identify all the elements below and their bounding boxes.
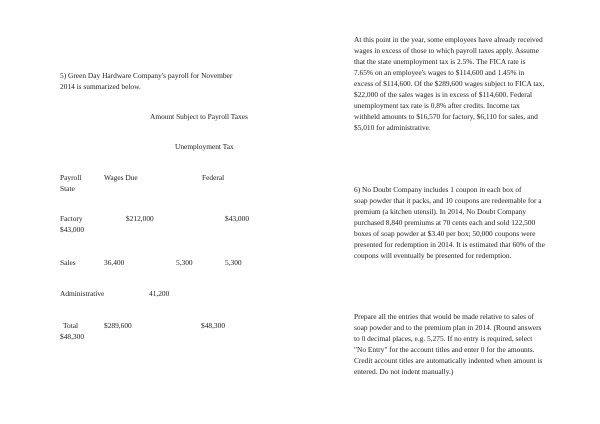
row-state: $43,000 [60,225,85,234]
header-wages-due: Wages Due [104,173,138,182]
text-line: At this point in the year, some employees have already received [354,35,543,44]
row-wages-due: 36,400 [104,258,125,267]
text-line: $22,000 of the sales wages is in excess of $114,600. Federal [354,90,533,99]
row-fica: 5,300 [176,258,193,267]
row-label: Sales [60,258,76,267]
table-subtitle-line1: Amount Subject to Payroll Taxes [150,112,248,121]
problem5-intro-line2: 2014 is summarized below. [60,82,141,91]
problem5-intro-line1: 5) Green Day Hardware Company's payroll for November [60,71,233,80]
text-line: 6) No Doubt Company includes 1 coupon in each box of [354,185,522,194]
row-wages-due: 41,200 [149,289,170,298]
text-line: "No Entry" for the account titles and enter 0 for the amounts. [354,345,535,354]
text-line: to 0 decimal places, e.g. 5,275. If no entry is required, select [354,334,533,343]
row-fica: $43,000 [225,214,250,223]
text-line: unemployment tax rate is 0.8% after credits. Income tax [354,101,520,110]
text-line: coupons will eventually be presented for redemption. [354,251,512,260]
row-federal: 5,300 [225,258,242,267]
text-line: Prepare all the entries that would be made relative to sales of [354,312,534,321]
row-label: Factory [60,214,83,223]
text-line: presented for redemption in 2014. It is estimated that 60% of the [354,240,545,249]
text-line: Credit account titles are automatically indented when amount is [354,356,543,365]
text-line: that the state unemployment tax is 2.5%. The FICA rate is [354,57,526,66]
row-state: $48,300 [60,332,85,341]
text-line: excess of $114,600. Of the $289,600 wages subject to FICA tax, [354,79,545,88]
row-label: Total [63,321,79,330]
row-wages-due: $212,000 [126,214,154,223]
header-payroll: Payroll [60,173,82,182]
text-line: wages in excess of those to which payroll taxes apply. Assume [354,46,539,55]
text-line: soap powder that it packs, and 10 coupons are redeemable for a [354,196,542,205]
text-line: purchased 8,840 premiums at 70 cents each and sold 122,500 [354,218,536,227]
text-line: $5,010 for administrative. [354,123,431,132]
text-line: boxes of soap powder at $3.40 per box; 50,000 coupons were [354,229,536,238]
header-federal: Federal [202,173,225,182]
text-line: soap powder and to the premium plan in 2014. (Round answers [354,323,542,332]
row-label: Administrative [60,289,105,298]
header-state: State [60,184,75,193]
text-line: premium (a kitchen utensil). In 2014, No Doubt Company [354,207,527,216]
table-subtitle-line2: Unemployment Tax [175,142,234,151]
text-line: entered. Do not indent manually.) [354,367,454,376]
text-line: withheld amounts to $16,570 for factory, $6,110 for sales, and [354,112,538,121]
row-fica: $48,300 [201,321,226,330]
text-line: 7.65% on an employee's wages to $114,600 and 1.45% in [354,68,525,77]
row-wages-due: $289,600 [104,321,132,330]
